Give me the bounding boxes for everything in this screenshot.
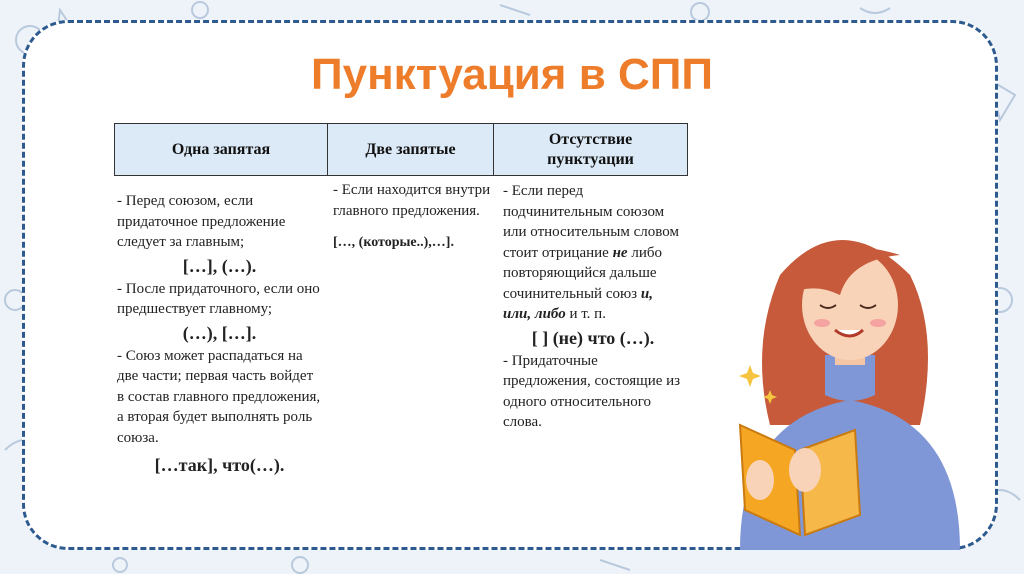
scheme: [ ] (не) что (…). (531, 327, 655, 348)
scheme: […, (которые..),…]. (333, 235, 454, 250)
rule-text: - Придаточные предложения, состоящие из одного относительного слова. (503, 352, 681, 430)
rule-text: - После придаточного, если оно предшествует главному; (117, 280, 320, 317)
scheme: (…), […]. (182, 322, 257, 343)
table-header (114, 123, 688, 176)
column-two-commas (333, 180, 498, 254)
girl-reading-book-illustration (720, 215, 980, 550)
scheme: […], (…). (182, 255, 257, 276)
rule-text: - Если находится внутри главного предложения. (333, 182, 491, 219)
header-two-commas: Две запятые (327, 124, 493, 175)
sparkle-icon (739, 365, 761, 387)
scheme: […так], что(…). (154, 455, 285, 475)
header-no-punctuation: Отсутствие пунктуации (493, 124, 687, 175)
slide-title: Пунктуация в СПП (311, 50, 713, 99)
column-one-comma (117, 191, 322, 478)
rule-text: - Союз может распадаться на две части; первая часть войдет в состав главного предложения, а вторая будет выполнять роль союза. (117, 347, 321, 446)
header-one-comma: Одна запятая (115, 124, 327, 175)
rule-text: - Если перед подчинительным союзом или относительным словом стоит отрицание не либо повторяющийся дальше сочинительный союз и, или, либо и т. п. (503, 183, 679, 322)
rule-text: - Перед союзом, если придаточное предложение следует за главным; (117, 193, 286, 250)
column-no-punctuation (503, 181, 683, 433)
